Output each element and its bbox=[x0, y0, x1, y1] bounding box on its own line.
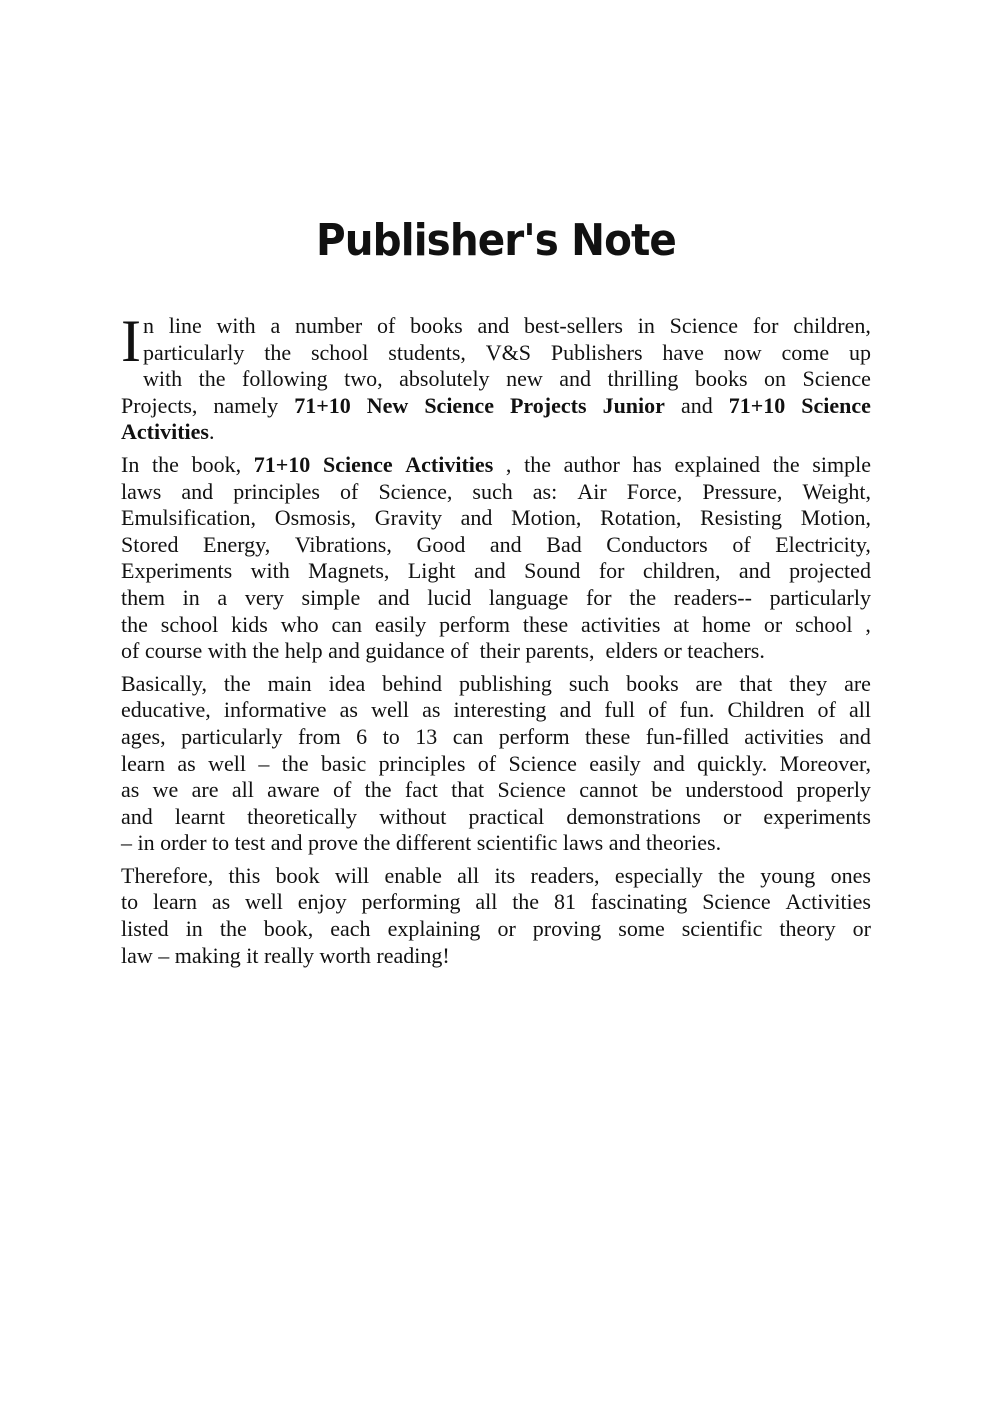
text-line bbox=[121, 505, 871, 532]
word: Force, bbox=[626, 478, 683, 504]
word: cannot bbox=[579, 777, 638, 803]
word: of bbox=[732, 531, 751, 557]
text-line bbox=[121, 638, 871, 665]
paragraph bbox=[121, 452, 871, 665]
word: language bbox=[488, 584, 569, 610]
word: educative, bbox=[121, 697, 211, 723]
paragraph bbox=[121, 671, 871, 857]
word: learn bbox=[152, 889, 197, 915]
word: all bbox=[475, 889, 498, 915]
word: 6 bbox=[356, 723, 368, 749]
word: books bbox=[410, 313, 463, 338]
text-line bbox=[121, 479, 871, 506]
word: in bbox=[185, 916, 203, 942]
word: a bbox=[217, 584, 228, 610]
word: Projects, bbox=[121, 392, 198, 418]
word: Science bbox=[669, 313, 739, 338]
word: and bbox=[121, 803, 153, 829]
word: ones bbox=[830, 862, 871, 888]
word: Activities bbox=[785, 889, 871, 915]
word: Stored bbox=[121, 531, 179, 557]
text-line bbox=[121, 671, 871, 698]
word: best-sellers bbox=[523, 313, 623, 338]
word: scientific bbox=[681, 916, 763, 942]
text-line bbox=[121, 585, 871, 612]
word: publishing bbox=[458, 670, 552, 696]
word: performing bbox=[361, 889, 461, 915]
word: explained bbox=[674, 451, 761, 477]
text-line bbox=[143, 313, 871, 340]
word: a bbox=[270, 313, 281, 338]
word: Science bbox=[322, 451, 393, 477]
word: demonstrations bbox=[566, 803, 701, 829]
word: basic bbox=[321, 750, 367, 776]
word: two, bbox=[344, 366, 383, 392]
word: especially bbox=[614, 862, 703, 888]
word: with bbox=[142, 366, 183, 392]
word: learn bbox=[121, 750, 165, 776]
word: some bbox=[618, 916, 665, 942]
text-line bbox=[143, 340, 871, 367]
word: school bbox=[795, 611, 853, 637]
word: the bbox=[219, 916, 247, 942]
word: Resisting bbox=[700, 505, 782, 531]
word: the bbox=[524, 451, 551, 477]
word: and bbox=[738, 558, 771, 584]
word: from bbox=[297, 723, 341, 749]
text-line bbox=[121, 724, 871, 751]
word: each bbox=[330, 916, 371, 942]
word: all bbox=[848, 697, 871, 723]
word: behind bbox=[382, 670, 443, 696]
word: as bbox=[177, 750, 196, 776]
word: without bbox=[379, 803, 447, 829]
word: , bbox=[505, 451, 512, 477]
text-line bbox=[121, 612, 871, 639]
word: – bbox=[258, 750, 270, 776]
word: 81 bbox=[553, 889, 576, 915]
word: Basically, bbox=[121, 670, 207, 696]
word: Science bbox=[801, 392, 871, 418]
word: Weight, bbox=[802, 478, 871, 504]
word: of bbox=[477, 750, 497, 776]
word: enjoy bbox=[297, 889, 347, 915]
text-line bbox=[121, 804, 871, 831]
word: now bbox=[723, 339, 762, 365]
word: of bbox=[340, 478, 359, 504]
word: and bbox=[460, 505, 493, 531]
word: and bbox=[559, 697, 592, 723]
word: explaining bbox=[387, 916, 481, 942]
word: well bbox=[371, 697, 409, 723]
word: full bbox=[604, 697, 635, 723]
word: the bbox=[121, 611, 148, 637]
word: Moreover, bbox=[779, 750, 871, 776]
word: readers, bbox=[530, 862, 600, 888]
word: well bbox=[208, 750, 246, 776]
word: Children bbox=[727, 697, 805, 723]
word: of bbox=[376, 313, 396, 338]
text-line bbox=[121, 889, 871, 916]
word: school bbox=[160, 611, 219, 637]
word: Electricity, bbox=[775, 531, 871, 557]
word: book bbox=[275, 862, 320, 888]
word: can bbox=[452, 723, 484, 749]
text-line bbox=[121, 830, 871, 857]
word: these bbox=[585, 723, 631, 749]
word: or bbox=[722, 803, 742, 829]
word: V&S bbox=[485, 339, 531, 365]
word: easily bbox=[374, 611, 427, 637]
word: Vibrations, bbox=[294, 531, 392, 557]
word: particularly bbox=[181, 723, 283, 749]
word: all bbox=[231, 777, 254, 803]
word: Science bbox=[702, 889, 771, 915]
word: with bbox=[250, 558, 290, 584]
text-line bbox=[121, 393, 871, 420]
word: principles bbox=[233, 478, 320, 504]
word: that bbox=[451, 777, 485, 803]
word: Energy, bbox=[203, 531, 271, 557]
word: Science bbox=[497, 777, 566, 803]
text-line bbox=[121, 558, 871, 585]
word: we bbox=[152, 777, 179, 803]
word: readers-- bbox=[673, 584, 752, 610]
word: ages, bbox=[121, 723, 166, 749]
word: of bbox=[817, 697, 836, 723]
word: the bbox=[152, 451, 179, 477]
word: for bbox=[598, 558, 625, 584]
word: the bbox=[264, 339, 292, 365]
word: young bbox=[760, 862, 816, 888]
word: as: bbox=[532, 478, 558, 504]
word: students, bbox=[388, 339, 466, 365]
word: and bbox=[653, 750, 685, 776]
word: thrilling bbox=[607, 366, 679, 392]
word: Motion, bbox=[800, 505, 871, 531]
word: lucid bbox=[427, 584, 472, 610]
word: very bbox=[244, 584, 284, 610]
word: aware bbox=[267, 777, 320, 803]
word: the bbox=[198, 366, 226, 392]
word: activities bbox=[744, 723, 824, 749]
word: school bbox=[310, 339, 369, 365]
word: number bbox=[295, 313, 363, 338]
word: the bbox=[281, 750, 309, 776]
word: Rotation, bbox=[600, 505, 682, 531]
word: the bbox=[718, 862, 745, 888]
word: particularly bbox=[142, 339, 245, 365]
word: the bbox=[364, 777, 392, 803]
word: will bbox=[334, 862, 370, 888]
word: and bbox=[377, 584, 410, 610]
word: Bad bbox=[546, 531, 582, 557]
word: informative bbox=[223, 697, 327, 723]
word: and bbox=[839, 723, 871, 749]
word: for bbox=[585, 584, 612, 610]
word: them bbox=[121, 584, 165, 610]
text-segment: – in order to test and prove the different scientific laws and theories. bbox=[121, 830, 722, 856]
word: Sound bbox=[524, 558, 581, 584]
word: that bbox=[739, 670, 773, 696]
word: as bbox=[211, 889, 231, 915]
word: kids bbox=[231, 611, 268, 637]
word: or bbox=[852, 916, 871, 942]
word: projected bbox=[789, 558, 871, 584]
word: Conductors bbox=[606, 531, 708, 557]
word: simple bbox=[812, 451, 871, 477]
word: Experiments bbox=[121, 558, 233, 584]
word: its bbox=[494, 862, 516, 888]
word: Projects bbox=[509, 392, 587, 418]
word: Light bbox=[407, 558, 456, 584]
word: in bbox=[637, 313, 655, 338]
word: Science bbox=[508, 750, 577, 776]
text-segment: of course with the help and guidance of their parents, elders or teachers. bbox=[121, 638, 765, 664]
text-line bbox=[121, 916, 871, 943]
word: Science, bbox=[378, 478, 453, 504]
word: understood bbox=[685, 777, 784, 803]
word: theory bbox=[779, 916, 836, 942]
paragraph bbox=[121, 863, 871, 969]
word: Activities bbox=[405, 451, 494, 477]
word: of bbox=[333, 777, 352, 803]
word: as bbox=[422, 697, 441, 723]
text-line bbox=[121, 943, 871, 970]
word: enable bbox=[384, 862, 442, 888]
word: can bbox=[331, 611, 363, 637]
note-body bbox=[121, 308, 871, 975]
word: Osmosis, bbox=[274, 505, 357, 531]
word: up bbox=[848, 339, 871, 365]
word: Good bbox=[416, 531, 466, 557]
word: and bbox=[473, 558, 506, 584]
word: idea bbox=[328, 670, 366, 696]
page-title: Publisher's Note bbox=[316, 215, 676, 267]
word: 71+10 bbox=[294, 392, 351, 418]
text-line bbox=[121, 863, 871, 890]
word: particularly bbox=[769, 584, 871, 610]
word: New bbox=[366, 392, 409, 418]
word: interesting bbox=[453, 697, 547, 723]
word: on bbox=[764, 366, 787, 392]
word: author bbox=[563, 451, 620, 477]
word: Pressure, bbox=[702, 478, 783, 504]
word: 71+10 bbox=[253, 451, 311, 477]
word: are bbox=[844, 670, 871, 696]
word: main bbox=[267, 670, 312, 696]
word: as bbox=[339, 697, 358, 723]
word: perform bbox=[498, 723, 570, 749]
word: well bbox=[245, 889, 283, 915]
word: practical bbox=[468, 803, 545, 829]
drop-cap: I bbox=[121, 308, 141, 374]
word: fun-filled bbox=[645, 723, 729, 749]
word: line bbox=[168, 313, 202, 338]
word: Science bbox=[424, 392, 494, 418]
word: theoretically bbox=[247, 803, 358, 829]
word: Gravity bbox=[374, 505, 442, 531]
word: or bbox=[497, 916, 516, 942]
word: children, bbox=[642, 558, 721, 584]
word: the bbox=[223, 670, 251, 696]
word: to bbox=[382, 723, 400, 749]
word: activities bbox=[580, 611, 661, 637]
word: n bbox=[142, 313, 154, 338]
word: listed bbox=[121, 916, 169, 942]
word: and bbox=[680, 392, 713, 418]
word: such bbox=[568, 670, 610, 696]
word: proving bbox=[532, 916, 602, 942]
word: simple bbox=[301, 584, 361, 610]
text-line bbox=[121, 419, 871, 446]
word: for bbox=[752, 313, 779, 338]
word: the bbox=[772, 451, 800, 477]
word: the bbox=[512, 889, 540, 915]
word: and bbox=[477, 313, 510, 338]
word: all bbox=[457, 862, 480, 888]
word: of bbox=[648, 697, 667, 723]
word: Science bbox=[802, 366, 871, 392]
word: fact bbox=[404, 777, 438, 803]
word: or bbox=[763, 611, 783, 637]
word: and bbox=[489, 531, 522, 557]
word: fun. bbox=[679, 697, 715, 723]
word: are bbox=[191, 777, 219, 803]
text-line bbox=[121, 452, 871, 479]
word: such bbox=[472, 478, 513, 504]
word: Publishers bbox=[550, 339, 643, 365]
word: children, bbox=[793, 313, 871, 338]
word: at bbox=[673, 611, 690, 637]
word: are bbox=[695, 670, 723, 696]
text-line bbox=[121, 751, 871, 778]
text-line bbox=[121, 777, 871, 804]
word: Therefore, bbox=[121, 862, 214, 888]
word: book, bbox=[263, 916, 314, 942]
word: this bbox=[228, 862, 261, 888]
word: perform bbox=[439, 611, 510, 637]
word: come bbox=[781, 339, 830, 365]
text-segment: . bbox=[208, 419, 215, 445]
word: easily bbox=[589, 750, 641, 776]
word: quickly. bbox=[697, 750, 768, 776]
text-line bbox=[121, 532, 871, 559]
word: 13 bbox=[415, 723, 438, 749]
word: Emulsification, bbox=[121, 505, 257, 531]
text-line bbox=[143, 366, 871, 393]
word: new bbox=[506, 366, 543, 392]
word: book, bbox=[191, 451, 242, 477]
word: Motion, bbox=[511, 505, 582, 531]
word: and bbox=[181, 478, 214, 504]
book-title-text: Activities bbox=[121, 419, 209, 445]
word: the bbox=[629, 584, 657, 610]
word: Air bbox=[577, 478, 607, 504]
word: have bbox=[662, 339, 704, 365]
word: experiments bbox=[763, 803, 871, 829]
word: laws bbox=[121, 478, 162, 504]
word: and bbox=[559, 366, 592, 392]
word: Magnets, bbox=[308, 558, 390, 584]
word: Junior bbox=[602, 392, 665, 418]
word: to bbox=[121, 889, 139, 915]
word: learnt bbox=[174, 803, 225, 829]
text-line bbox=[121, 697, 871, 724]
word: books bbox=[626, 670, 679, 696]
word: has bbox=[632, 451, 662, 477]
word: In bbox=[121, 451, 140, 477]
word: be bbox=[651, 777, 672, 803]
word: home bbox=[702, 611, 751, 637]
word: in bbox=[182, 584, 200, 610]
word: these bbox=[522, 611, 569, 637]
word: as bbox=[121, 777, 140, 803]
word: namely bbox=[213, 392, 279, 418]
word: with bbox=[216, 313, 256, 338]
word: , bbox=[865, 611, 871, 637]
word: properly bbox=[796, 777, 871, 803]
word: they bbox=[789, 670, 828, 696]
word: books bbox=[694, 366, 748, 392]
word: principles bbox=[378, 750, 466, 776]
word: absolutely bbox=[399, 366, 490, 392]
word: following bbox=[242, 366, 328, 392]
word: fascinating bbox=[590, 889, 688, 915]
word: who bbox=[280, 611, 319, 637]
text-segment: law – making it really worth reading! bbox=[121, 942, 450, 968]
paragraph bbox=[121, 308, 871, 446]
word: 71+10 bbox=[728, 392, 786, 418]
